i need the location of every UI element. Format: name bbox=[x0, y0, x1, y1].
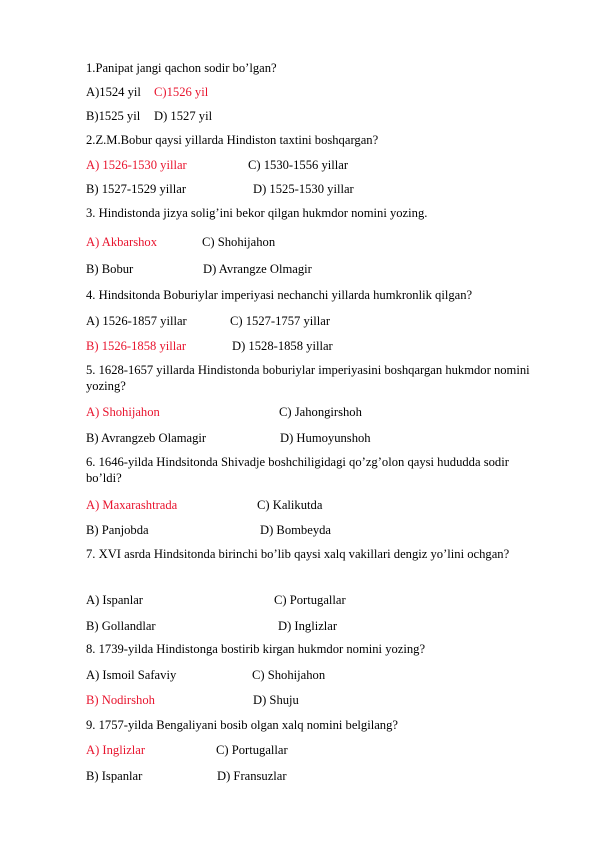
q7-option-d: D) Inglizlar bbox=[278, 619, 338, 633]
q1-option-c: C)1526 yil bbox=[154, 85, 209, 99]
q8-option-a: A) Ismoil Safaviy bbox=[86, 668, 177, 682]
q5-option-a: A) Shohijahon bbox=[86, 405, 160, 419]
q6-option-a: A) Maxarashtrada bbox=[86, 498, 178, 512]
question-4-text: 4. Hindsitonda Boburiylar imperiyasi nechanchi yillarda humkronlik qilgan? bbox=[86, 288, 473, 302]
q6-option-c: C) Kalikutda bbox=[257, 498, 323, 512]
question-8-text: 8. 1739-yilda Hindistonga bostirib kirgan hukmdor nomini yozing? bbox=[86, 642, 426, 656]
question-7-text: 7. XVI asrda Hindsitonda birinchi bo’lib qaysi xalq vakillari dengiz yo’lini ochgan? bbox=[86, 547, 510, 561]
q3-option-a: A) Akbarshox bbox=[86, 235, 158, 249]
q8-option-d: D) Shuju bbox=[253, 693, 299, 707]
q7-option-b: B) Gollandlar bbox=[86, 619, 156, 633]
q3-option-c: C) Shohijahon bbox=[202, 235, 276, 249]
q2-option-a: A) 1526-1530 yillar bbox=[86, 158, 187, 172]
q8-option-b: B) Nodirshoh bbox=[86, 693, 155, 707]
q9-option-d: D) Fransuzlar bbox=[217, 769, 287, 783]
question-9-text: 9. 1757-yilda Bengaliyani bosib olgan xalq nomini belgilang? bbox=[86, 718, 398, 732]
q7-option-a: A) Ispanlar bbox=[86, 593, 143, 607]
question-3-text: 3. Hindistonda jizya solig’ini bekor qilgan hukmdor nomini yozing. bbox=[86, 206, 428, 220]
q6-option-d: D) Bombeyda bbox=[260, 523, 331, 537]
question-6-text: 6. 1646-yilda Hindsitonda Shivadje boshchiligidagi qo’zg’olon qaysi hududda sodir bo’ldi? bbox=[86, 455, 509, 485]
q7-option-c: C) Portugallar bbox=[274, 593, 346, 607]
q4-option-b: B) 1526-1858 yillar bbox=[86, 339, 187, 353]
q2-option-c: C) 1530-1556 yillar bbox=[248, 158, 349, 172]
q2-option-b: B) 1527-1529 yillar bbox=[86, 182, 187, 196]
q2-option-d: D) 1525-1530 yillar bbox=[253, 182, 354, 196]
question-1-text: 1.Panipat jangi qachon sodir bo’lgan? bbox=[86, 61, 277, 75]
q9-option-b: B) Ispanlar bbox=[86, 769, 143, 783]
q4-option-c: C) 1527-1757 yillar bbox=[230, 314, 331, 328]
q4-option-d: D) 1528-1858 yillar bbox=[232, 339, 333, 353]
q5-option-b: B) Avrangzeb Olamagir bbox=[86, 431, 207, 445]
question-5-text: 5. 1628-1657 yillarda Hindistonda boburiylar imperiyasini boshqargan hukmdor nomini yozing? bbox=[86, 363, 530, 393]
question-2-text: 2.Z.M.Bobur qaysi yillarda Hindiston taxtini boshqargan? bbox=[86, 133, 379, 147]
q9-option-a: A) Inglizlar bbox=[86, 743, 146, 757]
q6-option-b: B) Panjobda bbox=[86, 523, 149, 537]
q3-option-b: B) Bobur bbox=[86, 262, 134, 276]
q1-option-a: A)1524 yil bbox=[86, 85, 141, 99]
q5-option-d: D) Humoyunshoh bbox=[280, 431, 371, 445]
q1-option-d: D) 1527 yil bbox=[154, 109, 213, 123]
q1-option-b: B)1525 yil bbox=[86, 109, 141, 123]
q5-option-c: C) Jahongirshoh bbox=[279, 405, 362, 419]
q9-option-c: C) Portugallar bbox=[216, 743, 288, 757]
q4-option-a: A) 1526-1857 yillar bbox=[86, 314, 187, 328]
q8-option-c: C) Shohijahon bbox=[252, 668, 326, 682]
q3-option-d: D) Avrangze Olmagir bbox=[203, 262, 312, 276]
